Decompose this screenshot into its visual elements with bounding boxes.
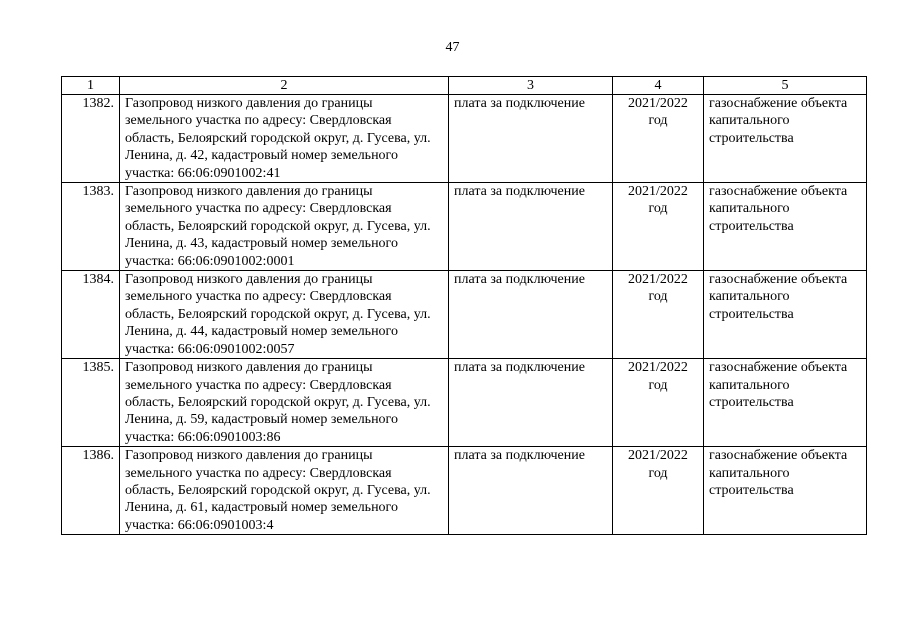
period: 2021/2022 год <box>613 447 704 535</box>
table-row <box>62 359 867 447</box>
row-number: 1385. <box>62 359 120 447</box>
fee-type: плата за подключение <box>449 447 613 535</box>
table-row <box>62 183 867 271</box>
purpose: газоснабжение объекта капитального строительства <box>704 95 867 183</box>
row-number: 1383. <box>62 183 120 271</box>
header-cell-1: 1 <box>62 77 120 95</box>
period: 2021/2022 год <box>613 359 704 447</box>
period: 2021/2022 год <box>613 183 704 271</box>
fee-type: плата за подключение <box>449 359 613 447</box>
header-cell-2: 2 <box>120 77 449 95</box>
header-cell-5: 5 <box>704 77 867 95</box>
object-name: Газопровод низкого давления до границы земельного участка по адресу: Свердловская область, Белоярский городской округ, д. Гусева, ул. Ленина, д. 43, кадастровый номер земельного участка: 66:06:0901002:0001 <box>120 183 449 271</box>
purpose: газоснабжение объекта капитального строительства <box>704 271 867 359</box>
purpose: газоснабжение объекта капитального строительства <box>704 183 867 271</box>
row-number: 1382. <box>62 95 120 183</box>
table-header <box>62 77 867 95</box>
table-row <box>62 271 867 359</box>
header-cell-4: 4 <box>613 77 704 95</box>
period: 2021/2022 год <box>613 95 704 183</box>
row-number: 1386. <box>62 447 120 535</box>
header-row <box>62 77 867 95</box>
table-body <box>62 95 867 535</box>
period: 2021/2022 год <box>613 271 704 359</box>
fee-type: плата за подключение <box>449 183 613 271</box>
purpose: газоснабжение объекта капитального строительства <box>704 359 867 447</box>
row-number: 1384. <box>62 271 120 359</box>
object-name: Газопровод низкого давления до границы земельного участка по адресу: Свердловская область, Белоярский городской округ, д. Гусева, ул. Ленина, д. 59, кадастровый номер земельного участка: 66:06:0901003:86 <box>120 359 449 447</box>
object-name: Газопровод низкого давления до границы земельного участка по адресу: Свердловская область, Белоярский городской округ, д. Гусева, ул. Ленина, д. 44, кадастровый номер земельного участка: 66:06:0901002:0057 <box>120 271 449 359</box>
table-row <box>62 447 867 535</box>
fee-type: плата за подключение <box>449 95 613 183</box>
object-name: Газопровод низкого давления до границы земельного участка по адресу: Свердловская область, Белоярский городской округ, д. Гусева, ул. Ленина, д. 61, кадастровый номер земельного участка: 66:06:0901003:4 <box>120 447 449 535</box>
header-cell-3: 3 <box>449 77 613 95</box>
page-number: 47 <box>445 40 460 55</box>
data-table <box>61 76 867 535</box>
object-name: Газопровод низкого давления до границы земельного участка по адресу: Свердловская область, Белоярский городской округ, д. Гусева, ул. Ленина, д. 42, кадастровый номер земельного участка: 66:06:0901002:41 <box>120 95 449 183</box>
purpose: газоснабжение объекта капитального строительства <box>704 447 867 535</box>
table-row <box>62 95 867 183</box>
fee-type: плата за подключение <box>449 271 613 359</box>
